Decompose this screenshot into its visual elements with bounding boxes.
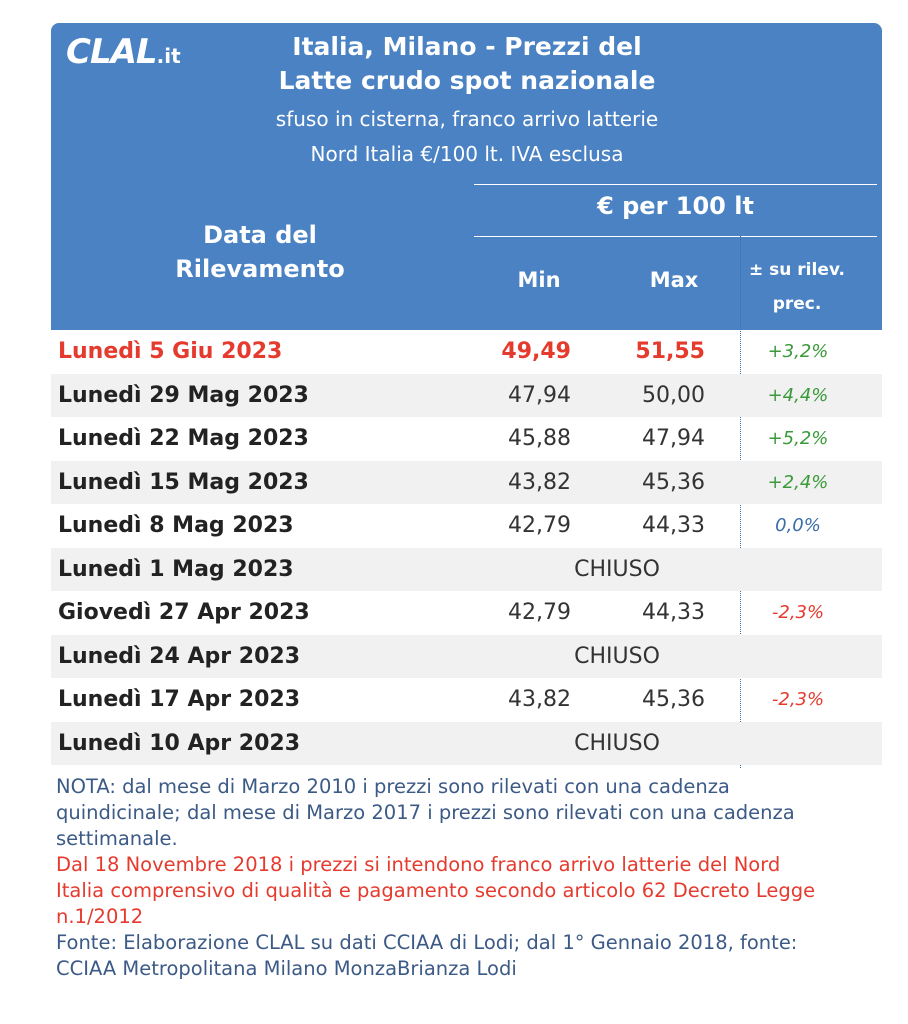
row-variation: 0,0% — [775, 515, 821, 536]
table-row — [51, 722, 882, 766]
row-date: Lunedì 10 Apr 2023 — [58, 730, 300, 756]
row-variation: -2,3% — [771, 602, 825, 623]
row-date: Lunedì 1 Mag 2023 — [58, 556, 294, 582]
clal-logo[interactable] — [66, 32, 181, 72]
row-max-price: 47,94 — [642, 426, 705, 451]
row-closed-label: CHIUSO — [574, 730, 660, 756]
column-header-max: Max — [649, 268, 699, 292]
table-row — [51, 678, 882, 722]
table-row — [51, 330, 882, 374]
row-date: Lunedì 8 Mag 2023 — [58, 513, 294, 538]
column-header-date-line2: Rilevamento — [175, 255, 345, 283]
table-row — [51, 374, 882, 418]
row-max-price: 44,33 — [642, 600, 705, 625]
row-max-price: 51,55 — [635, 339, 705, 364]
note-line-2: quindicinale; dal mese di Marzo 2017 i prezzi sono rilevati con una cadenza — [56, 801, 795, 824]
row-min-price: 42,79 — [508, 513, 571, 538]
note-text — [56, 774, 878, 852]
title-line-2: Latte crudo spot nazionale — [278, 66, 656, 95]
red-note-line-1: Dal 18 Novembre 2018 i prezzi si intendono franco arrivo latterie del Nord — [56, 853, 781, 876]
source-line-2: CCIAA Metropolitana Milano MonzaBrianza Lodi — [56, 957, 517, 980]
column-header-date-line1: Data del — [203, 221, 317, 249]
column-header-variation-line2: prec. — [772, 294, 822, 314]
row-max-price: 50,00 — [642, 382, 705, 408]
header-divider-top — [474, 184, 877, 185]
row-min-price: 49,49 — [501, 339, 571, 364]
row-date: Giovedì 27 Apr 2023 — [58, 600, 310, 625]
red-note-line-2: Italia comprensivo di qualità e pagamento secondo articolo 62 Decreto Legge — [56, 879, 816, 902]
red-note-text — [56, 852, 878, 930]
row-date: Lunedì 5 Giu 2023 — [58, 339, 283, 364]
subtitle-line-2: Nord Italia €/100 lt. IVA esclusa — [310, 142, 624, 166]
row-date: Lunedì 17 Apr 2023 — [58, 687, 300, 712]
note-line-1: NOTA: dal mese di Marzo 2010 i prezzi sono rilevati con una cadenza — [56, 775, 730, 798]
row-max-price: 45,36 — [642, 687, 705, 712]
row-min-price: 45,88 — [508, 426, 571, 451]
source-line-1: Fonte: Elaborazione CLAL su dati CCIAA di Lodi; dal 1° Gennaio 2018, fonte: — [56, 931, 798, 954]
table-row — [51, 461, 882, 505]
row-min-price: 47,94 — [508, 382, 571, 408]
subtitle-line-1: sfuso in cisterna, franco arrivo latterie — [275, 107, 659, 131]
row-variation: +2,4% — [767, 471, 829, 493]
price-table-body — [51, 330, 882, 765]
row-date: Lunedì 15 Mag 2023 — [58, 469, 309, 495]
logo-sub-text: .it — [156, 44, 181, 68]
logo-main-text: CLAL — [66, 32, 157, 72]
column-header-variation — [746, 253, 848, 321]
row-date: Lunedì 22 Mag 2023 — [58, 426, 309, 451]
column-group-header-price: € per 100 lt — [597, 192, 754, 220]
title-line-1: Italia, Milano - Prezzi del — [292, 32, 642, 61]
source-text — [56, 930, 878, 982]
row-date: Lunedì 24 Apr 2023 — [58, 643, 300, 669]
row-variation: -2,3% — [771, 689, 825, 710]
column-header-variation-line1: ± su rilev. — [748, 260, 846, 280]
header-divider-mid — [474, 236, 877, 237]
column-header-min: Min — [517, 268, 561, 292]
row-closed-label: CHIUSO — [574, 643, 660, 669]
row-variation: +3,2% — [767, 341, 829, 362]
row-min-price: 43,82 — [508, 687, 571, 712]
red-note-line-3: n.1/2012 — [56, 905, 144, 928]
table-row — [51, 504, 882, 548]
row-variation: +5,2% — [767, 428, 829, 449]
table-row — [51, 591, 882, 635]
row-closed-label: CHIUSO — [574, 556, 660, 582]
column-header-date — [140, 218, 380, 286]
row-min-price: 42,79 — [508, 600, 571, 625]
row-max-price: 45,36 — [642, 469, 705, 495]
table-row — [51, 635, 882, 679]
row-max-price: 44,33 — [642, 513, 705, 538]
row-variation: +4,4% — [767, 384, 829, 406]
row-min-price: 43,82 — [508, 469, 571, 495]
table-row — [51, 417, 882, 461]
notes-section — [56, 774, 878, 982]
note-line-3: settimanale. — [56, 827, 178, 850]
table-row — [51, 548, 882, 592]
row-date: Lunedì 29 Mag 2023 — [58, 382, 309, 408]
